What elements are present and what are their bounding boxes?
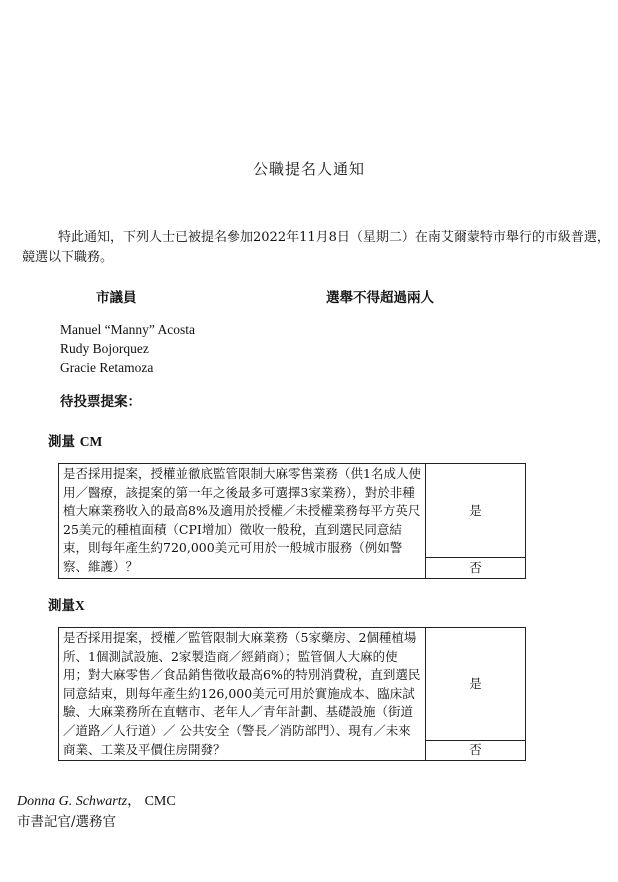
signature-credential: CMC xyxy=(144,794,176,809)
measure-x-no-option[interactable]: 否 xyxy=(426,740,526,760)
measure-x-question: 是否採用提案，授權／監管限制大麻業務（5家藥房、2個種植場所、1個測試設施、2家製造商／經銷商）；監管個人大麻的使用；對大麻零售／食品銷售徵收最高6%的特別消費稅，直到選民同意結束，則每年產生約126,000美元可用於實施成本、臨床試驗、大麻業務所在直轄市、老年人／青年計劃、基礎設施（街道／道路／人行道）／ 公共安全（警長／消防部門）、現有／未來商業、工業及平價住房開發？ xyxy=(59,628,426,761)
candidate-name: Manuel “Manny” Acosta xyxy=(60,322,195,337)
measure-cm-question: 是否採用提案，授權並徹底監管限制大麻零售業務（供1名成人使用／醫療，該提案的第一年之後最多可選擇3家業務），對於非種植大麻業務收入的最高8%及適用於授權／未授權業務每平方英尺25美元的種植面積（CPI增加）徵收一般稅，直到選民同意結束，則每年產生約720,000美元可用於一般城市服務（例如警察、維護）？ xyxy=(59,464,426,579)
measure-label: 測量 xyxy=(48,598,75,614)
signature-name: Donna G. Schwartz xyxy=(17,794,128,809)
candidate-name: Gracie Retamoza xyxy=(60,360,154,375)
office-vote-limit: 選舉不得超過兩人 xyxy=(326,290,434,306)
measure-label: 測量 xyxy=(48,434,75,450)
measure-cm-no-option[interactable]: 否 xyxy=(426,558,526,579)
notice-intro: 特此通知，下列人士已被提名參加2022年11月8日（星期二）在南艾爾蒙特市舉行的市級普選，競選以下職務。 xyxy=(22,230,610,265)
measure-x-ballot-table xyxy=(58,627,526,761)
candidate-list xyxy=(60,320,195,377)
measure-cm-heading xyxy=(48,430,102,450)
measure-x-yes-option[interactable]: 是 xyxy=(426,628,526,741)
notice-title: 公職提名人通知 xyxy=(252,160,365,178)
signature-title: 市書記官/選務官 xyxy=(17,814,117,830)
measure-code: CM xyxy=(79,434,103,449)
signature-line xyxy=(17,790,176,810)
measure-x-heading xyxy=(48,594,85,614)
office-title: 市議員 xyxy=(96,290,137,306)
measure-code: X xyxy=(75,598,85,613)
candidate-name: Rudy Bojorquez xyxy=(60,341,149,356)
measure-cm-ballot-table xyxy=(58,463,526,579)
pending-measures-heading: 待投票提案： xyxy=(60,394,141,410)
signature-separator: ， xyxy=(127,794,142,809)
measure-cm-yes-option[interactable]: 是 xyxy=(426,464,526,558)
